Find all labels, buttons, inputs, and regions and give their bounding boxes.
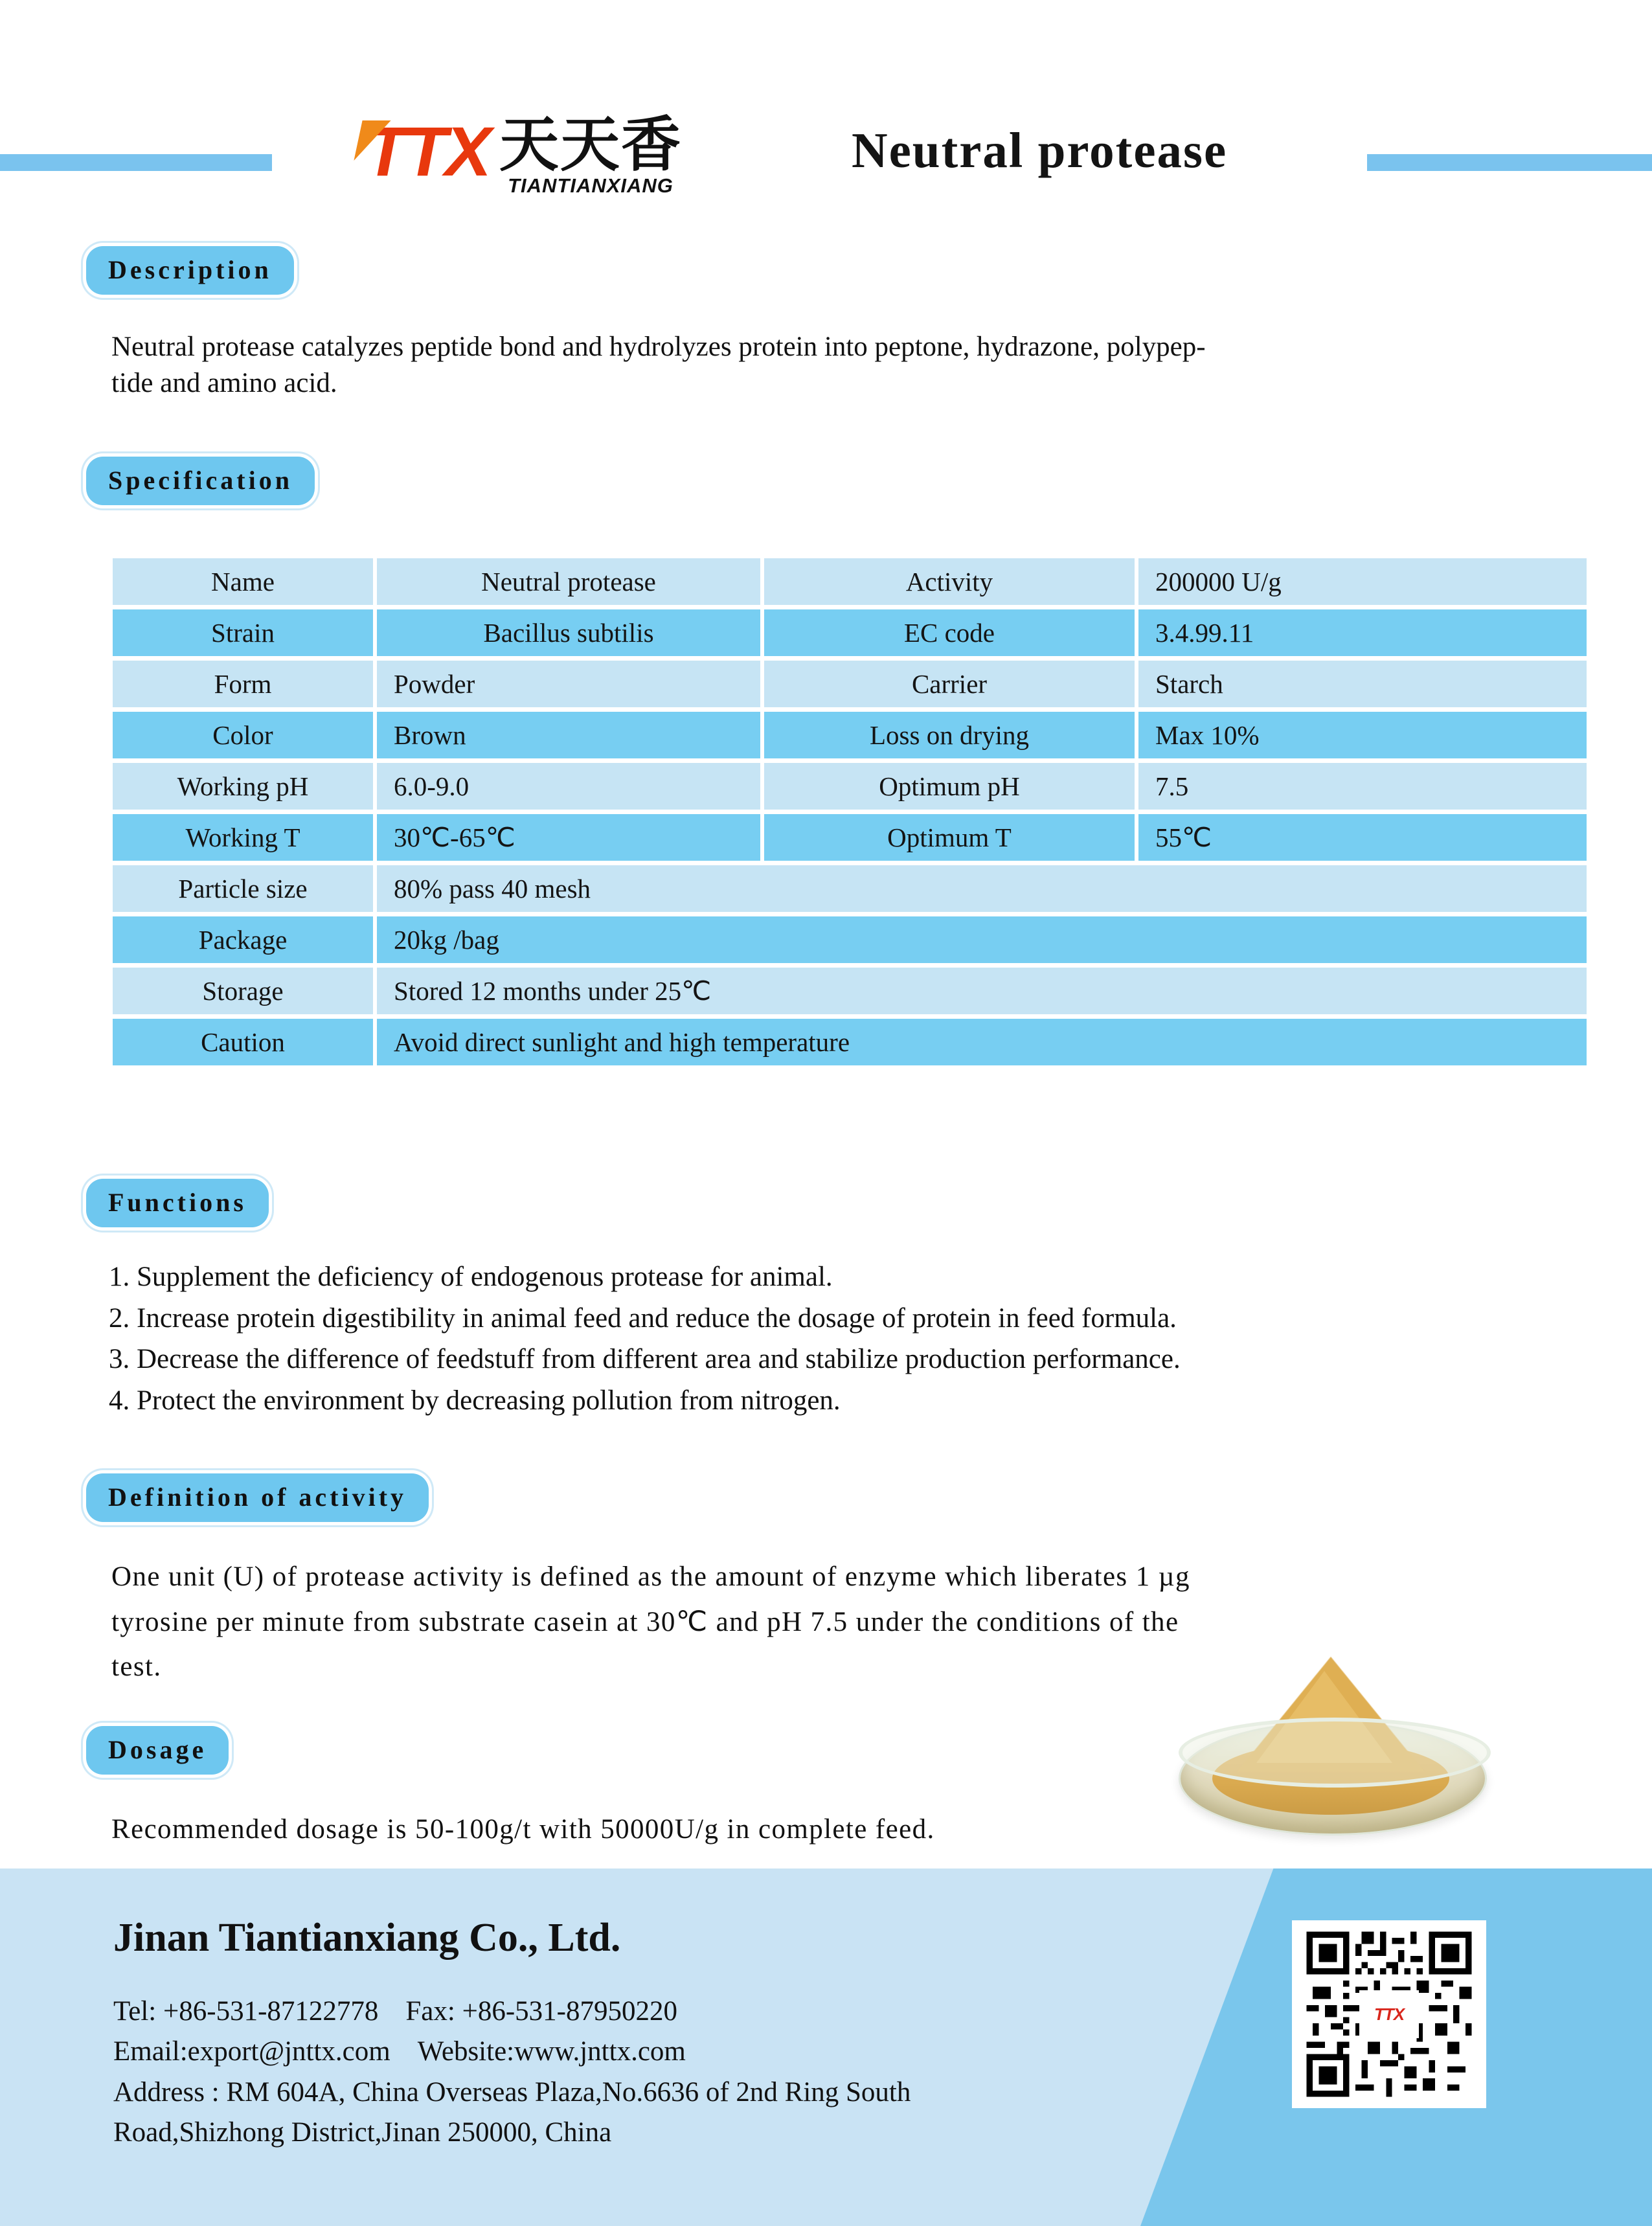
cell-value: 7.5 [1138, 763, 1587, 810]
cell-value: 30℃-65℃ [377, 814, 760, 861]
cell-key: Optimum T [764, 814, 1135, 861]
petri-dish-rim [1179, 1718, 1491, 1788]
cell-key: Storage [113, 968, 373, 1014]
cell-value: 6.0-9.0 [377, 763, 760, 810]
cell-key: Color [113, 712, 373, 758]
section-badge-description [86, 246, 294, 295]
section-badge-description-label: Description [108, 255, 272, 284]
table-row [113, 968, 1587, 1014]
product-photo [1159, 1645, 1502, 1852]
section-badge-dosage-label: Dosage [108, 1735, 207, 1764]
cell-key: Caution [113, 1019, 373, 1065]
cell-key: Working T [113, 814, 373, 861]
cell-key: Name [113, 558, 373, 605]
qr-code-matrix [1297, 1925, 1481, 2103]
company-name: Jinan Tiantianxiang Co., Ltd. [113, 1916, 621, 1960]
table-row [113, 609, 1587, 656]
contact-web-row [113, 2032, 911, 2072]
cell-value: Max 10% [1138, 712, 1587, 758]
email[interactable]: Email:export@jnttx.com [113, 2036, 390, 2067]
definition-line-2: tyrosine per minute from substrate casein at 30℃ and pH 7.5 under the conditions of the [111, 1606, 1179, 1637]
cell-value: Bacillus subtilis [377, 609, 760, 656]
table-row [113, 712, 1587, 758]
list-item: 3. Decrease the difference of feedstuff from different area and stabilize production performance. [109, 1344, 1181, 1375]
header-rule-right [1367, 154, 1652, 171]
section-badge-definition-label: Definition of activity [108, 1482, 407, 1512]
telephone: Tel: +86-531-87122778 [113, 1996, 379, 2027]
page-title: Neutral protease [852, 122, 1228, 178]
dosage-body: Recommended dosage is 50-100g/t with 50000U/g in complete feed. [111, 1814, 935, 1845]
cell-value: 80% pass 40 mesh [377, 865, 1587, 912]
cell-value: Brown [377, 712, 760, 758]
table-row [113, 558, 1587, 605]
table-row [113, 814, 1587, 861]
list-item: 1. Supplement the deficiency of endogenous protease for animal. [109, 1262, 833, 1292]
cell-key: Working pH [113, 763, 373, 810]
cell-value: Neutral protease [377, 558, 760, 605]
cell-key: Activity [764, 558, 1135, 605]
definition-line-3: test. [111, 1652, 162, 1683]
cell-key: Strain [113, 609, 373, 656]
header-rule-left [0, 154, 272, 171]
description-body [111, 329, 1543, 402]
fax: Fax: +86-531-87950220 [405, 1996, 677, 2027]
functions-list [109, 1256, 1566, 1422]
list-item: 4. Protect the environment by decreasing pollution from nitrogen. [109, 1385, 841, 1416]
table-row [113, 1019, 1587, 1065]
cell-value: 20kg /bag [377, 916, 1587, 963]
cell-value: Starch [1138, 661, 1587, 707]
section-badge-dosage [86, 1726, 229, 1775]
table-row [113, 865, 1587, 912]
qr-code[interactable] [1292, 1920, 1486, 2108]
specification-table-body [113, 558, 1587, 1065]
cell-key: Particle size [113, 865, 373, 912]
table-row [113, 661, 1587, 707]
table-row [113, 763, 1587, 810]
logo-ttx-mark [353, 112, 489, 190]
address-line-2: Road,Shizhong District,Jinan 250000, China [113, 2117, 612, 2148]
specification-table [109, 554, 1590, 1070]
logo-pinyin: TIANTIANXIANG [508, 174, 673, 198]
qr-code-logo: TTX [1359, 1990, 1419, 2038]
section-badge-specification-label: Specification [108, 466, 293, 495]
section-badge-functions [86, 1179, 269, 1227]
address-line-1: Address : RM 604A, China Overseas Plaza,No.6636 of 2nd Ring South [113, 2076, 911, 2107]
website[interactable]: Website:www.jnttx.com [417, 2036, 686, 2067]
cell-value: Powder [377, 661, 760, 707]
cell-value: Avoid direct sunlight and high temperature [377, 1019, 1587, 1065]
page-header [0, 97, 1652, 227]
contact-block [113, 1992, 911, 2153]
cell-value: Stored 12 months under 25℃ [377, 968, 1587, 1014]
logo-ttx-text: TTX [365, 112, 489, 190]
logo-chinese-block [499, 110, 682, 198]
list-item: 2. Increase protein digestibility in animal feed and reduce the dosage of protein in feed formula. [109, 1302, 1177, 1334]
cell-key: EC code [764, 609, 1135, 656]
cell-value: 200000 U/g [1138, 558, 1587, 605]
description-line-2: tide and amino acid. [111, 367, 337, 398]
cell-key: Form [113, 661, 373, 707]
contact-phone-row [113, 1992, 911, 2032]
logo-chinese-name: 天天香 [499, 110, 682, 179]
cell-key: Package [113, 916, 373, 963]
cell-key: Loss on drying [764, 712, 1135, 758]
cell-key: Optimum pH [764, 763, 1135, 810]
company-logo [353, 110, 682, 198]
cell-value: 3.4.99.11 [1138, 609, 1587, 656]
definition-line-1: One unit (U) of protease activity is defined as the amount of enzyme which liberates 1 µg [111, 1562, 1190, 1592]
section-badge-definition [86, 1473, 429, 1522]
section-badge-specification [86, 457, 315, 505]
cell-key: Carrier [764, 661, 1135, 707]
section-badge-functions-label: Functions [108, 1188, 247, 1217]
cell-value: 55℃ [1138, 814, 1587, 861]
description-line-1: Neutral protease catalyzes peptide bond and hydrolyzes protein into peptone, hydrazone, polypep- [111, 332, 1206, 362]
table-row [113, 916, 1587, 963]
